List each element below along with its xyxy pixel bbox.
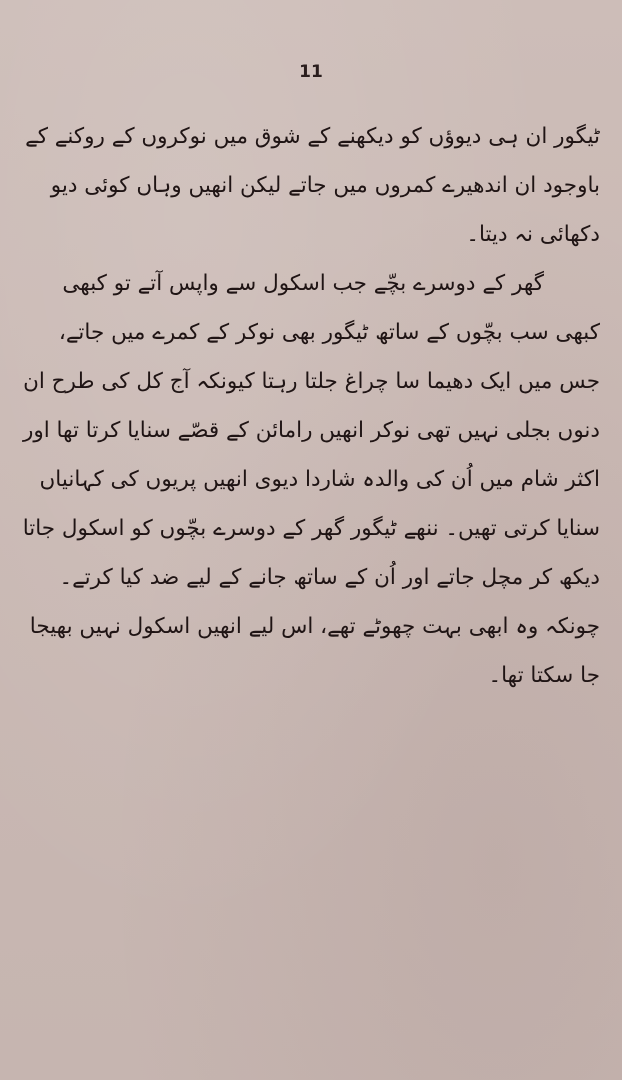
page-number: 11 xyxy=(299,62,323,82)
paragraph-2: گھر کے دوسرے بچّے جب اسکول سے واپس آتے تو کبھی کبھی سب بچّوں کے ساتھ ٹیگور بھی نوکر کے کمرے میں جاتے، جس میں ایک دھیما سا چراغ جلتا رہتا کیونکہ آج کل کی طرح ان دنوں بجلی نہیں تھی نوکر انھیں رامائن کے قصّے سنایا کرتا تھا اور اکثر شام میں اُن کی والدہ شاردا دیوی انھیں پریوں کی کہانیاں سنایا کرتی تھیں۔ ننھے ٹیگور گھر کے دوسرے بچّوں کو اسکول جاتا دیکھ کر مچل جاتے اور اُن کے ساتھ جانے کے لیے ضد کیا کرتے۔ چونکہ وہ ابھی بہت چھوٹے تھے، اس لیے انھیں اسکول نہیں بھیجا جا سکتا تھا۔ xyxy=(22,271,600,688)
paragraph-1: ٹیگور ان ہی دیوؤں کو دیکھنے کے شوق میں نوکروں کے روکنے کے باوجود ان اندھیرے کمروں میں جاتے لیکن انھیں وہاں کوئی دیو دکھائی نہ دیتا۔ xyxy=(25,124,600,247)
page-body xyxy=(16,112,600,700)
